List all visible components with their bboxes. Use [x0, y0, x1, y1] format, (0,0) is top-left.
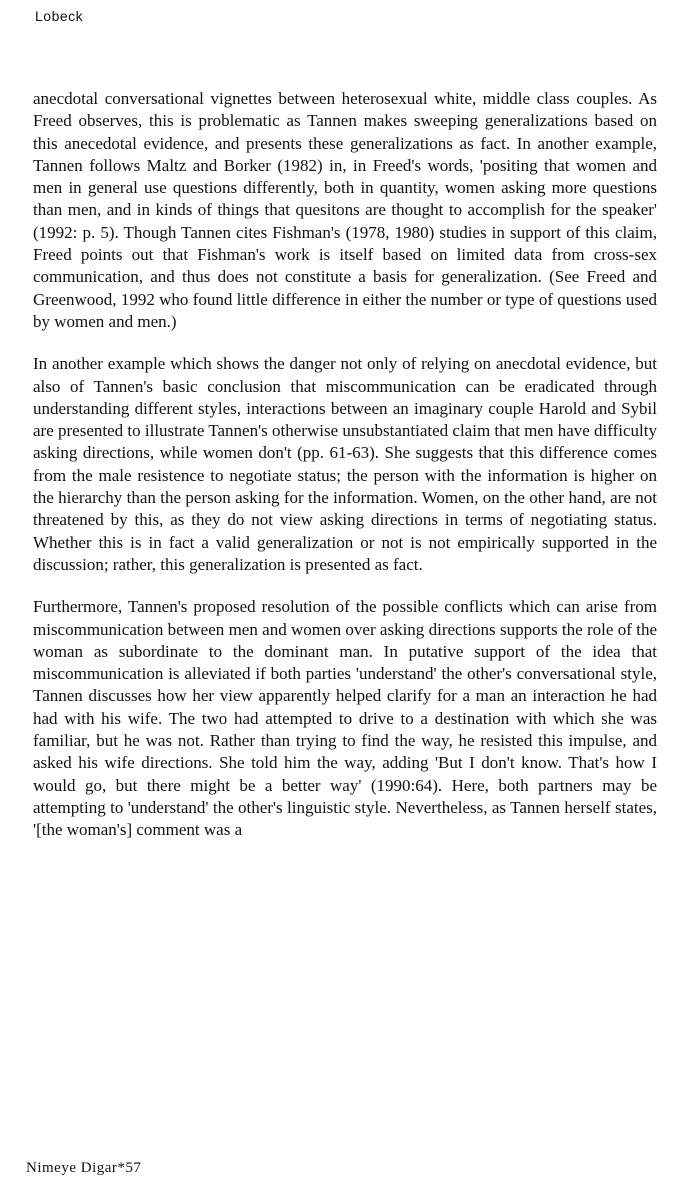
paragraph-2: In another example which shows the danger not only of relying on anecdotal evidence, but also of Tannen's basic conclusion that miscommunication can be eradicated through understanding different styles, interactions between an imaginary couple Harold and Sybil are presented to illustrate Tannen's otherwise unsubstantiated claim that men have difficulty asking directions, while women don't (pp. 61-63). She suggests that this difference comes from the male resistence to negotiate status; the person with the information is higher on the hierarchy than the person asking for the information. Women, on the other hand, are not threatened by this, as they do not view asking directions in terms of negotiating status. Whether this is in fact a valid generalization or not is not empirically supported in the discussion; rather, this generalization is presented as fact.: [33, 354, 657, 574]
paragraph-1: anecdotal conversational vignettes between heterosexual white, middle class couples. As Freed observes, this is problematic as Tannen makes sweeping generalizations based on this anecedotal evidence, and presents these generalizations as fact. In another example, Tannen follows Maltz and Borker (1982) in, in Freed's words, 'positing that women and men in general use questions differently, both in quantity, women asking more questions than men, and in kinds of things that quesitons are thought to accomplish for the speaker' (1992: p. 5). Though Tannen cites Fishman's (1978, 1980) studies in support of this claim, Freed points out that Fishman's work is itself based on limited data from cross-sex communication, and thus does not constitute a basis for generalization. (See Freed and Greenwood, 1992 who found little difference in either the number or type of questions used by women and men.): [33, 89, 657, 331]
paragraph-3: Furthermore, Tannen's proposed resolution of the possible conflicts which can arise from miscommunication between men and women over asking directions supports the role of the woman as subordinate to the dominant man. In putative support of the idea that miscommunication is alleviated if both parties 'understand' the other's conversational style, Tannen discusses how her view apparently helped clarify for a man an interaction he had had with his wife. The two had attempted to drive to a destination with which she was familiar, but he was not. Rather than trying to find the way, he resisted this impulse, and asked his wife directions. She told him the way, adding 'But I don't know. That's how I would go, but there might be a better way' (1990:64). Here, both partners may be attempting to 'understand' the other's linguistic style. Nevertheless, as Tannen herself states, '[the woman's] comment was a: [33, 597, 657, 840]
body-text: [33, 88, 657, 862]
journal-page-footer: Nimeye Digar*57: [26, 1160, 142, 1176]
running-head: Lobeck: [35, 8, 84, 24]
